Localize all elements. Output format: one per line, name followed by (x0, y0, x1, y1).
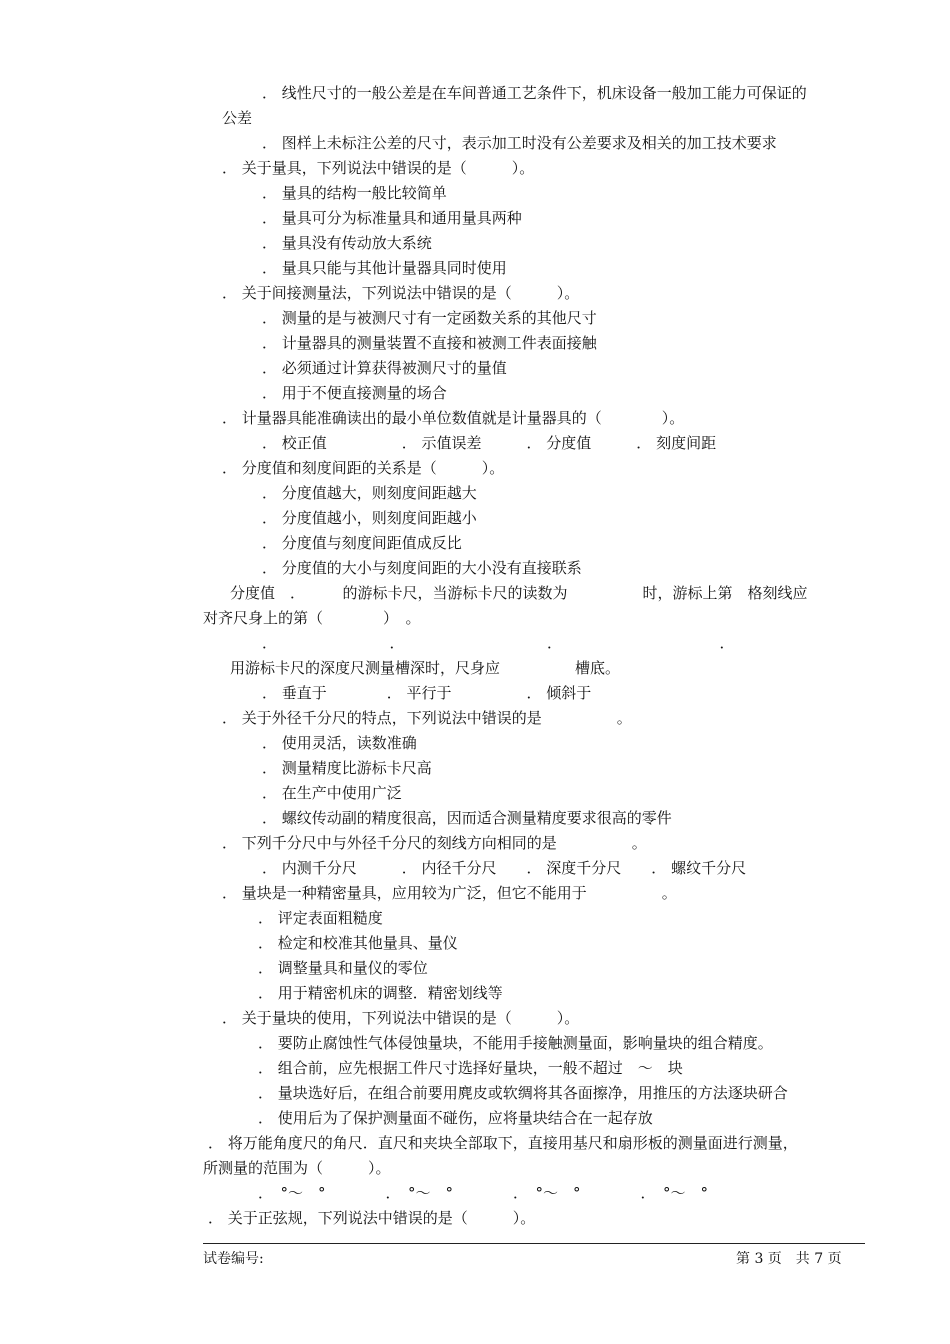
text-line: ． 调整量具和量仪的零位 (258, 959, 428, 977)
text-line: ． 关于量块的使用，下列说法中错误的是（ ）。 (222, 1009, 580, 1027)
text-line: ． 测量的是与被测尺寸有一定函数关系的其他尺寸 (262, 309, 597, 327)
footer-divider (203, 1243, 865, 1244)
text-line: ． 要防止腐蚀性气体侵蚀量块，不能用手接触测量面，影响量块的组合精度。 (258, 1034, 773, 1052)
text-line: 用游标卡尺的深度尺测量槽深时，尺身应 槽底。 (230, 659, 621, 677)
text-line: ． ． ． ． (262, 634, 735, 652)
text-line: ． 使用灵活，读数准确 (262, 734, 417, 752)
text-line: ． 测量精度比游标卡尺高 (262, 759, 432, 777)
text-line: ． 图样上未标注公差的尺寸，表示加工时没有公差要求及相关的加工技术要求 (262, 134, 777, 152)
text-line: 所测量的范围为（ ）。 (203, 1159, 391, 1177)
text-line: ． 分度值与刻度间距值成反比 (262, 534, 462, 552)
text-line: ． 线性尺寸的一般公差是在车间普通工艺条件下，机床设备一般加工能力可保证的 (262, 84, 807, 102)
text-line: ． 量具只能与其他计量器具同时使用 (262, 259, 507, 277)
page-number: 第 3 页 共 7 页 (736, 1251, 842, 1267)
text-line: ． 分度值越大，则刻度间距越大 (262, 484, 477, 502)
text-line: 公差 (222, 109, 253, 127)
text-line: 分度值 ． 的游标卡尺，当游标卡尺的读数为 时，游标上第 格刻线应 (230, 584, 808, 602)
text-line: ． 用于不便直接测量的场合 (262, 384, 447, 402)
text-line: ． 量具可分为标准量具和通用量具两种 (262, 209, 522, 227)
text-line: ． 分度值越小，则刻度间距越小 (262, 509, 477, 527)
text-line: ． 螺纹传动副的精度很高，因而适合测量精度要求很高的零件 (262, 809, 672, 827)
text-line: ． 量具的结构一般比较简单 (262, 184, 447, 202)
text-line: ． 分度值和刻度间距的关系是（ ）。 (222, 459, 505, 477)
text-line: ． 检定和校准其他量具、量仪 (258, 934, 458, 952)
text-line: ． 内测千分尺 ． 内径千分尺 ． 深度千分尺 ． 螺纹千分尺 (262, 859, 747, 877)
text-line: ． 计量器具能准确读出的最小单位数值就是计量器具的（ ）。 (222, 409, 685, 427)
text-line: ． 分度值的大小与刻度间距的大小没有直接联系 (262, 559, 582, 577)
text-line: ． 评定表面粗糙度 (258, 909, 383, 927)
text-line: ． 垂直于 ． 平行于 ． 倾斜于 (262, 684, 592, 702)
text-line: ． 必须通过计算获得被测尺寸的量值 (262, 359, 507, 377)
text-line: ． °～ ° ． °～ ° ． °～ ° ． °～ ° (258, 1184, 709, 1202)
exam-number-label: 试卷编号: (203, 1251, 264, 1267)
text-line: ． 在生产中使用广泛 (262, 784, 402, 802)
text-line: ． 使用后为了保护测量面不碰伤，应将量块结合在一起存放 (258, 1109, 653, 1127)
text-line: ． 将万能角度尺的角尺．直尺和夹块全部取下，直接用基尺和扇形板的测量面进行测量， (208, 1134, 798, 1152)
text-line: ． 关于量具，下列说法中错误的是（ ）。 (222, 159, 535, 177)
text-line: ． 量块选好后，在组合前要用麂皮或软绸将其各面擦净，用推压的方法逐块研合 (258, 1084, 788, 1102)
text-line: 对齐尺身上的第（ ） 。 (203, 609, 421, 627)
text-line: ． 组合前，应先根据工件尺寸选择好量块，一般不超过 ～ 块 (258, 1059, 683, 1077)
text-line: ． 校正值 ． 示值误差 ． 分度值 ． 刻度间距 (262, 434, 717, 452)
text-line: ． 量具没有传动放大系统 (262, 234, 432, 252)
text-line: ． 下列千分尺中与外径千分尺的刻线方向相同的是 。 (222, 834, 647, 852)
text-line: ． 关于外径千分尺的特点，下列说法中错误的是 。 (222, 709, 632, 727)
text-line: ． 量块是一种精密量具，应用较为广泛，但它不能用于 。 (222, 884, 677, 902)
text-line: ． 用于精密机床的调整．精密划线等 (258, 984, 503, 1002)
text-line: ． 关于正弦规，下列说法中错误的是（ ）。 (208, 1209, 536, 1227)
text-line: ． 计量器具的测量装置不直接和被测工件表面接触 (262, 334, 597, 352)
text-line: ． 关于间接测量法，下列说法中错误的是（ ）。 (222, 284, 580, 302)
